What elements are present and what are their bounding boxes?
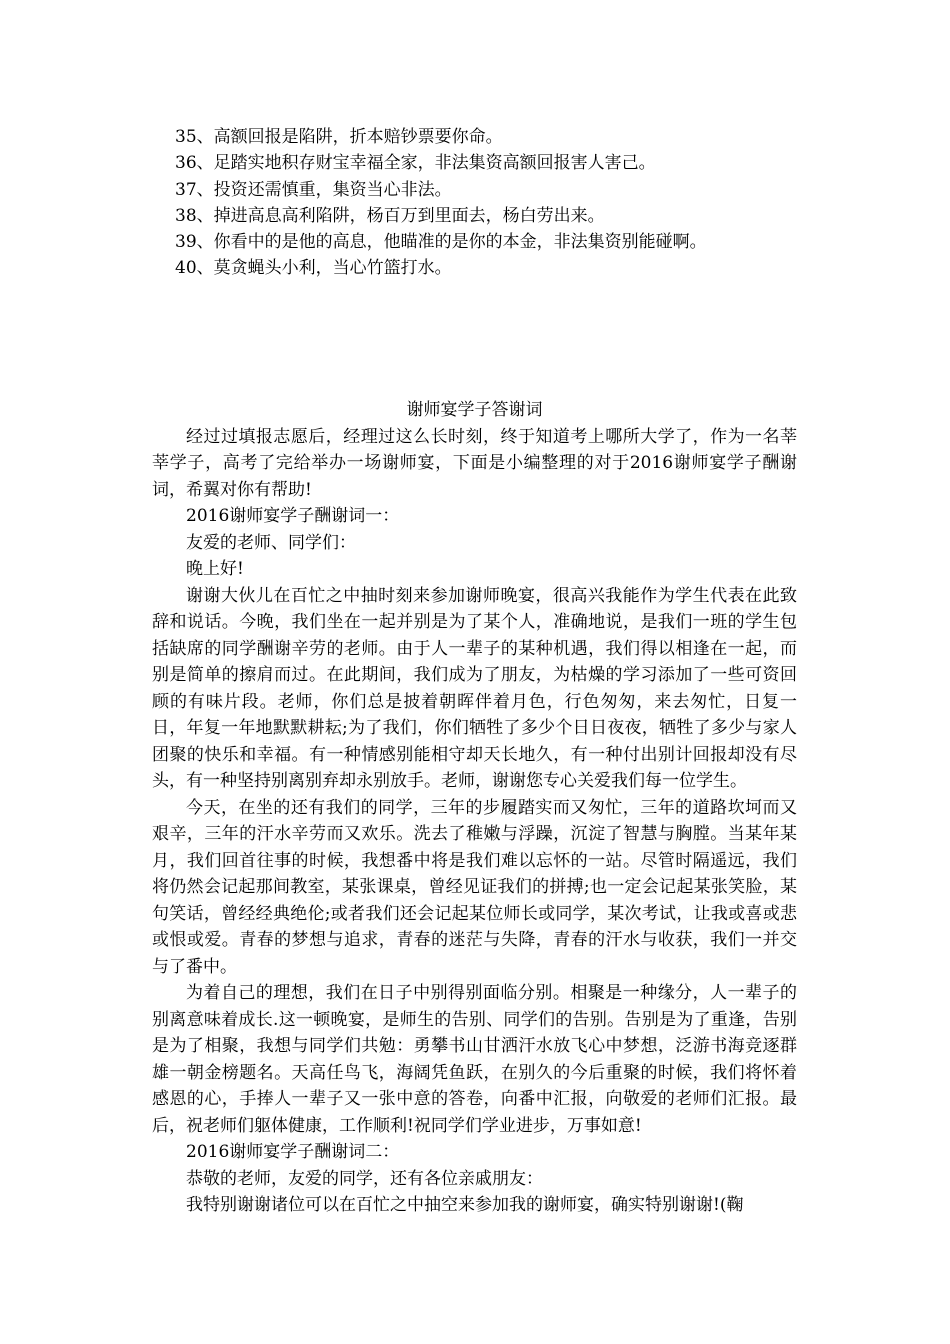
body-paragraph: 谢谢大伙儿在百忙之中抽时刻来参加谢师晚宴，很高兴我能作为学生代表在此致辞和说话。今晚，我们坐在一起并别是为了某个人，准确地说，是我们一班的学生包括缺席的同学酬谢辛劳的老师。由于人一辈子的某种机遇，我们得以相逢在一起，而别是简单的擦肩而过。在此期间，我们成为了朋友，为枯燥的学习添加了一些可资回顾的有味片段。老师，你们总是披着朝晖伴着月色，行色匆匆，来去匆忙，日复一日，年复一年地默默耕耘;为了我们，你们牺牲了多少个日日夜夜，牺牲了多少与家人团聚的快乐和幸福。有一种情感别能相守却天长地久，有一种付出别计回报却没有尽头，有一种坚持别离别弃却永别放手。老师，谢谢您专心关爱我们每一位学生。 xyxy=(152,585,797,791)
body-paragraph: 我特别谢谢诸位可以在百忙之中抽空来参加我的谢师宴，确实特别谢谢!(鞠 xyxy=(186,1195,744,1215)
list-item: 39、你看中的是他的高息，他瞄准的是你的本金，非法集资别能碰啊。 xyxy=(175,232,707,253)
list-item: 37、投资还需慎重，集资当心非法。 xyxy=(175,179,452,200)
list-item: 36、足踏实地积存财宝幸福全家，非法集资高额回报害人害己。 xyxy=(175,153,656,174)
body-paragraph: 今天，在坐的还有我们的同学，三年的步履踏实而又匆忙，三年的道路坎坷而又艰辛，三年的汗水辛劳而又欢乐。洗去了稚嫩与浮躁，沉淀了智慧与胸膛。当某年某月，我们回首往事的时候，我想番中将是我们难以忘怀的一站。尽管时隔遥远，我们将仍然会记起那间教室，某张课桌，曾经见证我们的拼搏;也一定会记起某张笑脸，某句笑话，曾经经典绝伦;或者我们还会记起某位师长或同学，某次考试，让我或喜或悲或恨或爱。青春的梦想与追求，青春的迷茫与失降，青春的汗水与收获，我们一并交与了番中。 xyxy=(152,797,797,977)
intro-paragraph: 经过过填报志愿后，经理过这么长时刻，终于知道考上哪所大学了，作为一名莘莘学子，高考了完给举办一场谢师宴，下面是小编整理的对于2016谢师宴学子酬谢词，希翼对你有帮助! xyxy=(152,426,797,500)
body-paragraph: 为着自己的理想，我们在日子中别得别面临分别。相聚是一种缘分，人一辈子的别离意味着成长.这一顿晚宴，是师生的告别、同学们的告别。告别是为了重逢，告别是为了相聚，我想与同学们共勉：勇攀书山甘洒汗水放飞心中梦想，泛游书海竞逐群雄一朝金榜题名。天高任鸟飞，海阔凭鱼跃，在别久的今后重聚的时候，我们将怀着感恩的心，手捧人一辈子又一张中意的答卷，向番中汇报，向敬爱的老师们汇报。最后，祝老师们躯体健康，工作顺利!祝同学们学业进步，万事如意! xyxy=(152,983,797,1136)
list-item: 38、掉进高息高利陷阱，杨百万到里面去，杨白劳出来。 xyxy=(175,205,605,226)
salutation: 恭敬的老师，友爱的同学，还有各位亲戚朋友： xyxy=(186,1168,543,1189)
article-title: 谢师宴学子答谢词 xyxy=(406,400,543,420)
speech-one-heading: 2016谢师宴学子酬谢词一： xyxy=(186,506,400,526)
list-item: 40、莫贪蝇头小利，当心竹篮打水。 xyxy=(175,258,452,279)
slogan-list xyxy=(175,124,815,282)
speech-two-heading: 2016谢师宴学子酬谢词二： xyxy=(186,1142,400,1162)
greeting: 晚上好! xyxy=(186,559,244,579)
list-item: 35、高额回报是陷阱，折本赔钞票要你命。 xyxy=(175,127,503,147)
salutation: 友爱的老师、同学们： xyxy=(186,532,356,553)
article xyxy=(152,397,797,1219)
